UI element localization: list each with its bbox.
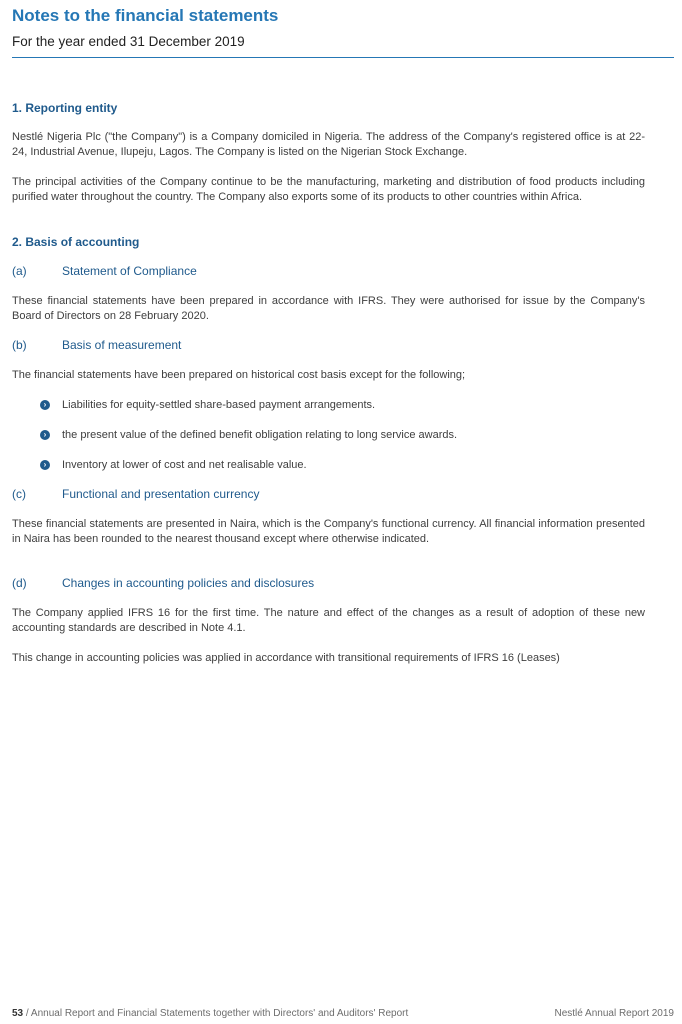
chevron-right-icon: › bbox=[40, 460, 50, 470]
subheading-title: Statement of Compliance bbox=[62, 264, 197, 278]
paragraph-functional-currency: These financial statements are presented in Naira, which is the Company's functional currency. All financial information presented in Naira has been rounded to the nearest thousand except where otherwise indicated. bbox=[12, 518, 645, 545]
subheading-basis-of-measurement bbox=[12, 338, 181, 353]
page-header bbox=[12, 5, 674, 51]
page-title: Notes to the financial statements bbox=[12, 6, 279, 25]
chevron-right-icon: › bbox=[40, 400, 50, 410]
chevron-right-icon: › bbox=[40, 430, 50, 440]
subheading-title: Functional and presentation currency bbox=[62, 487, 260, 501]
list-item bbox=[40, 428, 640, 443]
header-divider bbox=[12, 57, 674, 58]
footer-report-title: / Annual Report and Financial Statements together with Directors' and Auditors' Report bbox=[23, 1008, 409, 1019]
section-heading-basis-of-accounting: 2. Basis of accounting bbox=[12, 235, 140, 249]
paragraph-reporting-1: Nestlé Nigeria Plc ("the Company") is a Company domiciled in Nigeria. The address of the Company's registered office is at 22-24, Industrial Avenue, Ilupeju, Lagos. The Company is listed on the Nigerian Stock Exchange. bbox=[12, 131, 645, 158]
subheading-label: (a) bbox=[12, 264, 27, 278]
section-heading-reporting-entity: 1. Reporting entity bbox=[12, 101, 118, 115]
subheading-changes-in-policies bbox=[12, 576, 314, 591]
page-footer bbox=[12, 1008, 674, 1019]
subheading-title: Changes in accounting policies and disclosures bbox=[62, 576, 315, 590]
subheading-functional-currency bbox=[12, 487, 259, 502]
subheading-label: (d) bbox=[12, 576, 27, 590]
page-subtitle: For the year ended 31 December 2019 bbox=[12, 34, 245, 49]
list-item-text: Liabilities for equity-settled share-based payment arrangements. bbox=[62, 399, 376, 411]
subheading-statement-of-compliance bbox=[12, 264, 197, 279]
list-item bbox=[40, 398, 640, 413]
subheading-title: Basis of measurement bbox=[62, 338, 182, 352]
paragraph-changes-in-policies-2: This change in accounting policies was applied in accordance with transitional requirements of IFRS 16 (Leases) bbox=[12, 652, 560, 664]
paragraph-reporting-2: The principal activities of the Company continue to be the manufacturing, marketing and distribution of food products including purified water throughout the country. The Company also exports some of its products to other countries within Africa. bbox=[12, 176, 645, 203]
list-item-text: Inventory at lower of cost and net realisable value. bbox=[62, 459, 307, 471]
paragraph-changes-in-policies-1: The Company applied IFRS 16 for the first time. The nature and effect of the changes as a result of adoption of these new accounting standards are described in Note 4.1. bbox=[12, 607, 645, 634]
paragraph-basis-of-measurement: The financial statements have been prepared on historical cost basis except for the following; bbox=[12, 369, 466, 381]
list-item bbox=[40, 458, 640, 473]
footer-brand: Nestlé Annual Report 2019 bbox=[554, 1008, 674, 1019]
page-number: 53 bbox=[12, 1008, 24, 1019]
paragraph-statement-of-compliance: These financial statements have been prepared in accordance with IFRS. They were authorised for issue by the Company's Board of Directors on 28 February 2020. bbox=[12, 295, 645, 322]
list-item-text: the present value of the defined benefit obligation relating to long service awards. bbox=[62, 429, 458, 441]
subheading-label: (b) bbox=[12, 338, 27, 352]
subheading-label: (c) bbox=[12, 487, 26, 501]
